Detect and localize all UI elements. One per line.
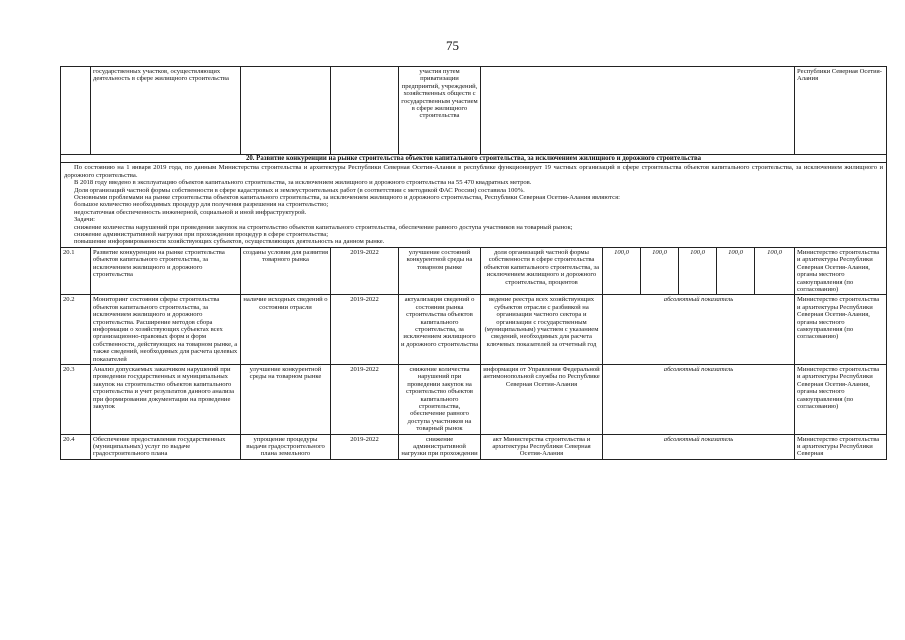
table-row <box>61 247 887 294</box>
cell-effect: участия путем приватизации предприятий, учреждений, хозяйственных обществ с государственным участием в сфере жилищного строительства <box>399 67 481 155</box>
section-intro <box>61 163 887 247</box>
intro-paragraph: По состоянию на 1 января 2019 года, по данным Министерства строительства и архитектуры Республики Северная Осетия-Алания в республике функционирует 19 частных организаций в сфере строительства объектов капитального строительства, за исключением жилищного и дорожного строительства. <box>64 164 884 179</box>
cell-effect: снижение административной нагрузки при прохождении <box>399 434 481 459</box>
cell-result: наличие исходных сведений о состоянии отрасли <box>241 295 331 365</box>
cell-indicator: ведение реестра всех хозяйствующих субъектов отрасли с разбивкой на организации частного сектора и организации с государственным (муниципальным) участием с указанием сведений, необходимых для расчета ключевых показателей за отчетный год <box>481 295 603 365</box>
cell-indicator: доля организаций частной формы собственности в сфере строительства объектов капитального строительства, за исключением жилищного и дорожного строительства, процентов <box>481 247 603 294</box>
cell-executor: Министерство строительства и архитектуры Республики Северная Осетия-Алания, органы местного самоуправления (по согласованию) <box>795 364 887 434</box>
cell-measure: Обеспечение предоставления государственных (муниципальных) услуг по выдаче градостроительного плана <box>91 434 241 459</box>
cell-value: 100,0 <box>717 247 755 294</box>
table-row <box>61 364 887 434</box>
cell-num: 20.1 <box>61 247 91 294</box>
section-row <box>61 155 887 163</box>
cell-period: 2019-2022 <box>331 434 399 459</box>
intro-paragraph: снижение административной нагрузки при прохождении процедур в сфере строительства; <box>74 231 329 239</box>
cell-value-absolute: абсолютный показатель <box>603 434 795 459</box>
table-row <box>61 434 887 459</box>
cell-executor: Министерство строительства и архитектуры Республики Северная Осетия-Алания, органы местного самоуправления (по согласованию) <box>795 247 887 294</box>
cell-result: улучшение конкурентной среды на товарном рынке <box>241 364 331 434</box>
measures-table <box>60 66 887 460</box>
section-title: 20. Развитие конкуренции на рынке строительства объектов капитального строительства, за исключением жилищного и дорожного строительства <box>61 155 887 163</box>
section-intro-row <box>61 163 887 247</box>
cell-executor: Министерство строительства и архитектуры Республики Северная Осетия-Алания, органы местного самоуправления (по согласованию) <box>795 295 887 365</box>
intro-paragraph: снижение количества нарушений при проведении закупок на строительство объектов капитального строительства, обеспечение равного доступа участников на товарный рынок; <box>74 223 573 231</box>
intro-paragraph: большое количество необходимых процедур для получения разрешения на строительство; <box>74 201 329 209</box>
cell-result: созданы условия для развития товарного рынка <box>241 247 331 294</box>
cell-num: 20.2 <box>61 295 91 365</box>
cell-measure: Мониторинг состояния сферы строительства объектов капитального строительства, за исключением жилищного и дорожного строительства. Расширение методов сбора информации о хозяйствующих субъектах всех организационно-правовых форм и форм собственности, действующих на товарном рынке, а также сведений, необходимых для расчета целевых показателей <box>91 295 241 365</box>
intro-paragraph: повышение информированности хозяйствующих субъектов, осуществляющих деятельность на данном рынке. <box>74 238 385 246</box>
cell-measure: Развитие конкуренции на рынке строительства объектов капитального строительства, за исключением жилищного и дорожного строительства <box>91 247 241 294</box>
cell-indicator: акт Министерства строительства и архитектуры Республики Северная Осетия-Алания <box>481 434 603 459</box>
cell-value: 100,0 <box>679 247 717 294</box>
cell-effect: актуализация сведений о состоянии рынка строительства объектов капитального строительства, за исключением жилищного и дорожного строительства <box>399 295 481 365</box>
cell-period: 2019-2022 <box>331 295 399 365</box>
table-row <box>61 295 887 365</box>
table-row <box>61 67 887 155</box>
intro-paragraph: Задачи: <box>74 216 95 224</box>
cell-value: 100,0 <box>641 247 679 294</box>
cell-executor: Республики Северная Осетия-Алания <box>795 67 887 155</box>
cell-period: 2019-2022 <box>331 364 399 434</box>
cell-value-absolute: абсолютный показатель <box>603 364 795 434</box>
cell-indicator: информация от Управления Федеральной антимонопольной службы по Республике Северная Осетия-Алания <box>481 364 603 434</box>
intro-paragraph: В 2018 году введено в эксплуатацию объектов капитального строительства, за исключением жилищного и дорожного строительства на 55 470 квадратных метров. <box>74 179 532 187</box>
cell-measure: государственных участков, осуществляющих деятельность в сфере жилищного строительства <box>91 67 241 155</box>
cell-effect: снижение количества нарушений при проведении закупок на строительство объектов капитального строительства, обеспечение равного доступа участников на товарный рынок <box>399 364 481 434</box>
cell-executor: Министерство строительства и архитектуры Республики Северная <box>795 434 887 459</box>
cell-num: 20.4 <box>61 434 91 459</box>
page-number: 75 <box>446 38 459 53</box>
cell-effect: улучшение состояний конкурентной среды на товарном рынке <box>399 247 481 294</box>
cell-period: 2019-2022 <box>331 247 399 294</box>
cell-result: упрощение процедуры выдачи градостроительного плана земельного <box>241 434 331 459</box>
intro-paragraph: Доля организаций частной формы собственности в сфере кадастровых и землеустроительных работ (в соответствии с методикой ФАС России) составила 100%. <box>74 186 525 194</box>
intro-paragraph: недостаточная обеспеченность инженерной, социальной и иной инфраструктурой. <box>74 208 307 216</box>
cell-value-absolute: абсолютный показатель <box>603 295 795 365</box>
cell-measure: Анализ допускаемых заказчиком нарушений при проведении государственных и муниципальных закупок на строительство объектов капитального строительства и учет результатов данного анализа при формировании документации на проведение закупок <box>91 364 241 434</box>
cell-num: 20.3 <box>61 364 91 434</box>
cell-value: 100,0 <box>755 247 795 294</box>
cell-value: 100,0 <box>603 247 641 294</box>
intro-paragraph: Основными проблемами на рынке строительства объектов капитального строительства, за исключением жилищного и дорожного строительства, Республики Северная Осетия-Алания являются: <box>74 194 620 202</box>
